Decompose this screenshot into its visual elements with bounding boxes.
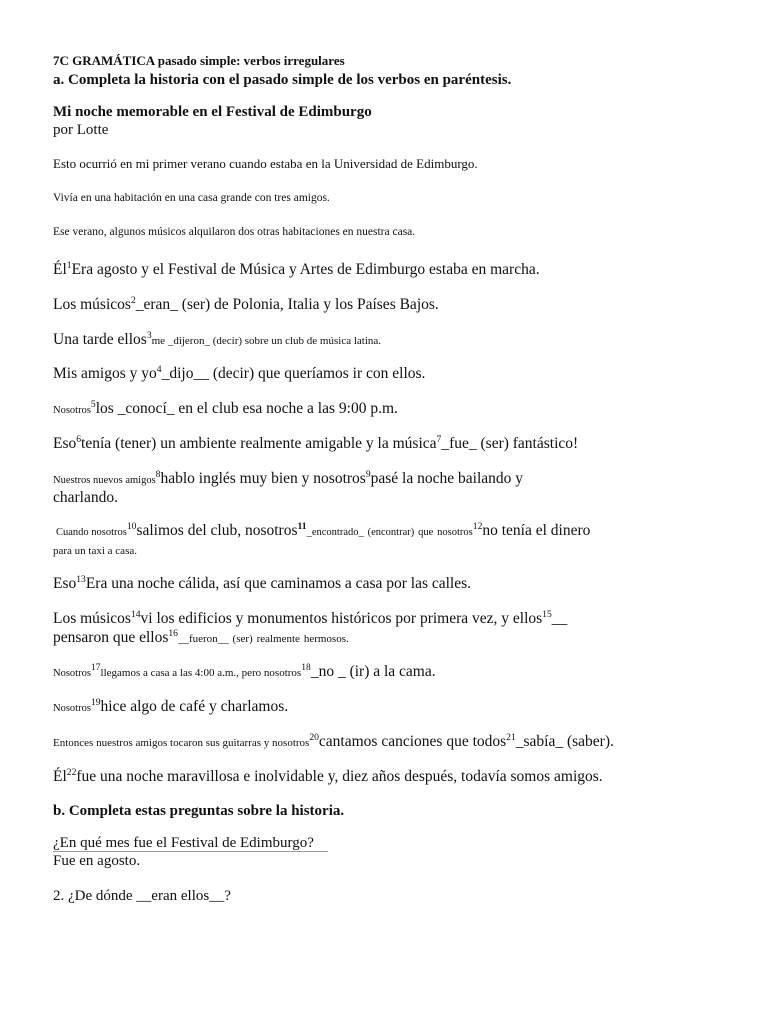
story-title: Mi noche memorable en el Festival de Edimburgo (53, 104, 372, 120)
num-1: 1 (66, 259, 72, 271)
num-21: 21 (506, 731, 516, 743)
instruction-a: a. Completa la historia con el pasado simple de los verbos en paréntesis. (53, 72, 512, 88)
intro-line-3: Ese verano, algunos músicos alquilaron dos otras habitaciones en nuestra casa. (53, 226, 416, 238)
line-3-text: me _dijeron_ (decir) sobre un club de música latina. (151, 335, 382, 347)
instruction-b: b. Completa estas preguntas sobre la historia. (53, 803, 345, 819)
story-line-9 (53, 574, 728, 593)
line-13-text-2: _sabía_ (saber). (515, 733, 614, 750)
line-8-que: que (418, 527, 434, 538)
line-11-text: llegamos a casa a las 4:00 a.m., pero nosotros (100, 667, 302, 679)
intro-line-2: Vivía en una habitación en una casa grande con tres amigos. (53, 192, 330, 204)
story-line-13 (53, 732, 728, 751)
story-line-6 (53, 434, 728, 453)
line-10-answer: __fueron__ (177, 633, 229, 646)
answer-1: Fue en agosto. (53, 853, 141, 869)
num-3: 3 (146, 329, 152, 341)
line-13-subject: Entonces nuestros amigos tocaron sus guitarras y nosotros (53, 737, 310, 749)
question-1 (53, 834, 728, 853)
num-7: 7 (436, 433, 442, 445)
num-5: 5 (90, 398, 96, 410)
line-9-text: Era una noche cálida, así que caminamos a casa por las calles. (85, 575, 472, 592)
line-11-text-2: _no _ (ir) a la cama. (310, 663, 436, 680)
story-line-10 (53, 609, 728, 648)
line-8-text-3: para un taxi a casa. (53, 545, 137, 558)
story-line-11 (53, 662, 728, 681)
line-10-subject: Los músicos (53, 610, 131, 627)
num-6: 6 (76, 433, 82, 445)
line-10-blank: __ (551, 610, 568, 627)
story-line-2 (53, 295, 728, 314)
line-7-subject: Nuestros nuevos amigos (53, 475, 156, 486)
line-14-text: fue una noche maravillosa e inolvidable y, diez años después, todavía somos amigos. (76, 768, 603, 785)
num-13: 13 (76, 573, 86, 585)
num-9: 9 (365, 468, 371, 480)
story-line-12 (53, 697, 728, 716)
story-line-4 (53, 364, 728, 383)
line-7-text-3: charlando. (53, 489, 118, 507)
num-11: 11 (297, 520, 307, 532)
line-5-subject: Nosotros (53, 405, 91, 416)
line-4-subject: Mis amigos y yo (53, 365, 157, 382)
line-5-text: los _conocí_ en el club esa noche a las 9:00 p.m. (95, 400, 398, 417)
line-2-text: _eran_ (ser) de Polonia, Italia y los Países Bajos. (135, 296, 439, 313)
story-line-3 (53, 330, 728, 349)
story-line-14 (53, 767, 728, 786)
line-6-text-end: _fue_ (ser) fantástico! (441, 435, 579, 452)
line-10-text: vi los edificios y monumentos históricos por primera vez, y ellos (140, 610, 543, 627)
num-15: 15 (542, 608, 552, 620)
line-10-adjective: hermosos. (303, 633, 349, 646)
num-19: 19 (90, 696, 101, 708)
num-16: 16 (168, 628, 178, 640)
line-8-verb: (encontrar) (367, 527, 415, 538)
line-6-text: tenía (tener) un ambiente realmente amigable y la música (81, 435, 437, 452)
line-8-blank: _encontrado_ (306, 527, 364, 538)
story-author: por Lotte (53, 122, 109, 138)
question-1-text: ¿En qué mes fue el Festival de Edimburgo? (53, 835, 328, 852)
intro-line-1: Esto ocurrió en mi primer verano cuando estaba en la Universidad de Edimburgo. (53, 156, 478, 171)
line-6-subject: Eso (53, 435, 77, 452)
line-10-verb: (ser) (232, 633, 253, 646)
num-12: 12 (472, 520, 483, 532)
line-3-subject: Una tarde ellos (53, 331, 147, 348)
story-line-1 (53, 260, 728, 279)
line-9-subject: Eso (53, 575, 77, 592)
line-8-text: salimos del club, nosotros (136, 522, 298, 539)
num-18: 18 (301, 661, 311, 673)
line-11-subject: Nosotros (53, 668, 91, 679)
num-20: 20 (309, 731, 319, 743)
story-line-7 (53, 469, 728, 508)
num-14: 14 (130, 608, 141, 620)
num-22: 22 (66, 766, 77, 778)
line-10-text-2: pensaron que ellos (53, 629, 169, 647)
story-line-5 (53, 399, 728, 418)
line-7-text: hablo inglés muy bien y nosotros (160, 470, 366, 487)
line-14-subject: Él (53, 768, 67, 785)
num-10: 10 (126, 520, 137, 532)
line-12-subject: Nosotros (53, 703, 91, 714)
story-line-8 (53, 521, 728, 560)
num-2: 2 (130, 294, 136, 306)
line-2-subject: Los músicos (53, 296, 131, 313)
num-4: 4 (156, 363, 162, 375)
line-13-text: cantamos canciones que todos (318, 733, 507, 750)
worksheet-title: 7C GRAMÁTICA pasado simple: verbos irregulares (53, 53, 345, 68)
question-2: 2. ¿De dónde __eran ellos__? (53, 888, 231, 904)
line-8-nosotros: nosotros (437, 527, 473, 538)
line-7-text-2: pasé la noche bailando y (370, 470, 523, 487)
num-17: 17 (90, 661, 101, 673)
num-8: 8 (155, 468, 161, 480)
line-8-text-2: no tenía el dinero (482, 522, 591, 539)
line-1-text: Era agosto y el Festival de Música y Artes de Edimburgo estaba en marcha. (71, 261, 540, 278)
line-4-text: _dijo__ (decir) que queríamos ir con ellos. (161, 365, 426, 382)
line-1-subject: Él (53, 261, 67, 278)
line-10-adverb: realmente (256, 633, 300, 646)
line-8-subject: Cuando nosotros (56, 527, 127, 538)
line-12-text: hice algo de café y charlamos. (100, 698, 289, 715)
